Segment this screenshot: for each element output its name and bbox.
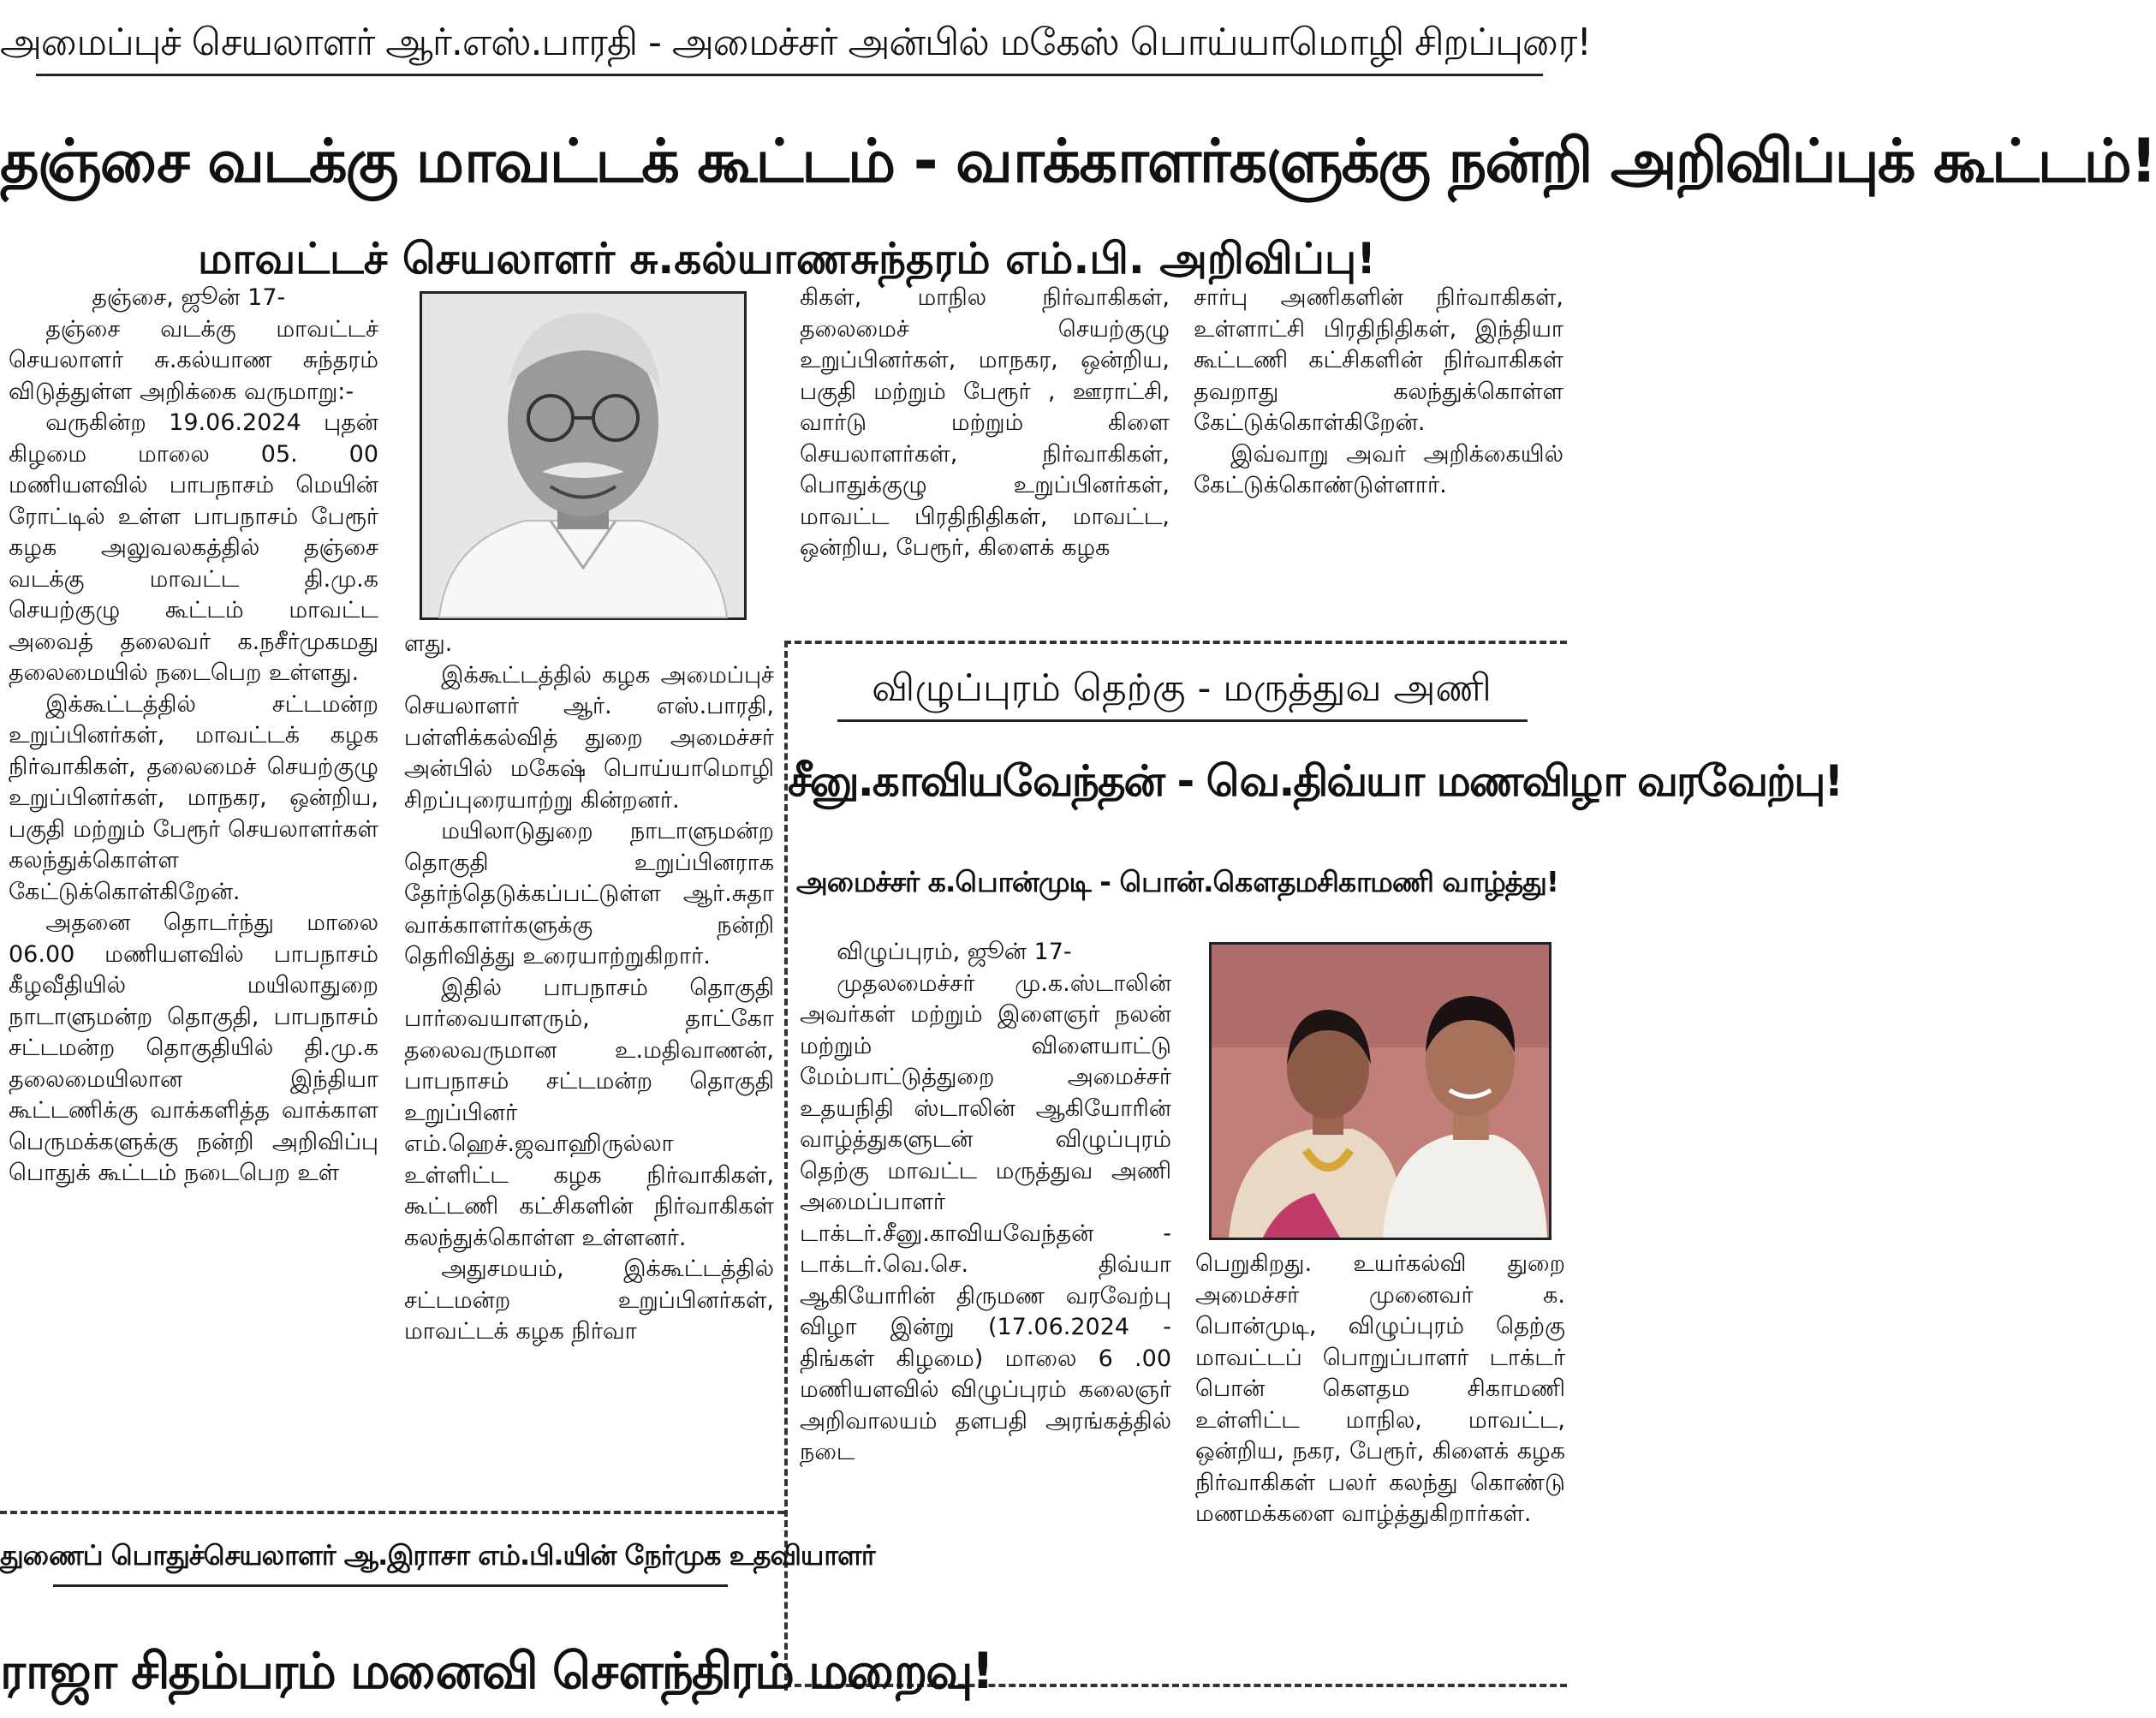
article2-column-2 [1195, 1249, 1565, 1530]
main-headline: தஞ்சை வடக்கு மாவட்டக் கூட்டம் - வாக்காளர்களுக்கு நன்றி அறிவிப்புக் கூட்டம்! [0, 126, 2156, 196]
article1-paragraph: இக்கூட்டத்தில் கழக அமைப்புச் செயலாளர் ஆர். எஸ்.பாரதி, பள்ளிக்கல்வித் துறை அமைச்சர் அன்பில் மகேஷ் பொய்யாமொழி சிறப்புரையாற்று கின்றனர். [404, 661, 774, 814]
article2-kicker-rule [837, 719, 1528, 722]
article2-column-1 [800, 937, 1171, 1469]
divider-article2-top [784, 641, 1567, 644]
article1-column-4 [1194, 283, 1563, 502]
article2-kicker: விழுப்புரம் தெற்கு - மருத்துவ அணி [872, 666, 1492, 710]
article1-column-1 [9, 283, 378, 1190]
top-rule [36, 74, 1543, 76]
article3-kicker-rule [53, 1584, 728, 1587]
article2-paragraph: முதலமைச்சர் மு.க.ஸ்டாலின் அவர்கள் மற்றும் இளைஞர் நலன் மற்றும் விளையாட்டு மேம்பாட்டுத்துறை அமைச்சர் உதயநிதி ஸ்டாலின் ஆகியோரின் வாழ்த்துகளுடன் விழுப்புரம் தெற்கு மாவட்ட மருத்துவ அணி அமைப்பாளர் டாக்டர்.சீனு.காவியவேந்தன் - டாக்டர்.வெ.செ. திவ்யா ஆகியோரின் திருமண வரவேற்பு விழா இன்று (17.06.2024 - திங்கள் கிழமை) மாலை 6 .00 மணியளவில் விழுப்புரம் கலைஞர் அறிவாலயம் தளபதி அரங்கத்தில் நடை [800, 969, 1171, 1465]
article1-paragraph: ளது. [404, 630, 453, 657]
article2-paragraph: பெறுகிறது. உயர்கல்வி துறை அமைச்சர் முனைவர் க. பொன்முடி, விழுப்புரம் தெற்கு மாவட்டப் பொறுப்பாளர் டாக்டர் பொன் கௌதம சிகாமணி உள்ளிட்ட மாநில, மாவட்ட, ஒன்றிய, நகர, பேரூர், கிளைக் கழக நிர்வாகிகள் பலர் கலந்து கொண்டு மணமக்களை வாழ்த்துகிறார்கள். [1195, 1250, 1565, 1527]
article1-paragraph: சார்பு அணிகளின் நிர்வாகிகள், உள்ளாட்சி பிரதிநிதிகள், இந்தியா கூட்டணி கட்சிகளின் நிர்வாகிகள் தவறாது கலந்துக்கொள்ள கேட்டுக்கொள்கிறேன். [1194, 284, 1563, 436]
article1-paragraph: இக்கூட்டத்தில் சட்டமன்ற உறுப்பினர்கள், மாவட்டக் கழக நிர்வாகிகள், தலைமைச் செயற்குழு உறுப்பினர்கள், மாநகர, ஒன்றிய, பகுதி மற்றும் பேரூர் செயலாளர்கள் கலந்துக்கொள்ள கேட்டுக்கொள்கிறேன். [9, 690, 378, 905]
article3-kicker: துணைப் பொதுச்செயலாளர் ஆ.இராசா எம்.பி.யின் நேர்முக உதவியாளர் [0, 1539, 875, 1572]
portrait-photo [420, 291, 747, 620]
article1-column-3 [800, 283, 1170, 564]
article1-paragraph: இவ்வாறு அவர் அறிக்கையில் கேட்டுக்கொண்டுள்ளார். [1194, 440, 1563, 498]
top-strapline: அமைப்புச் செயலாளர் ஆர்.எஸ்.பாரதி - அமைச்சர் அன்பில் மகேஸ் பொய்யாமொழி சிறப்புரை! [0, 21, 1592, 64]
sub-headline: மாவட்டச் செயலாளர் சு.கல்யாணசுந்தரம் எம்.பி. அறிவிப்பு! [197, 234, 1377, 283]
article1-dateline: தஞ்சை, ஜூன் 17- [92, 284, 286, 311]
article1-paragraph: கிகள், மாநில நிர்வாகிகள், தலைமைச் செயற்குழு உறுப்பினர்கள், மாநகர, ஒன்றிய, பகுதி மற்றும் பேரூர் , ஊராட்சி, வார்டு மற்றும் கிளை செயலாளர்கள், நிர்வாகிகள், பொதுக்குழு உறுப்பினர்கள், மாவட்ட பிரதிநிதிகள், மாவட்ட, ஒன்றிய, பேரூர், கிளைக் கழக [800, 284, 1170, 561]
article3-headline: ராஜா சிதம்பரம் மனைவி சௌந்திரம் மறைவு! [0, 1642, 993, 1700]
article1-paragraph: வருகின்ற 19.06.2024 புதன் கிழமை மாலை 05. 00 மணியளவில் பாபநாசம் மெயின் ரோட்டில் உள்ள பாபநாசம் பேரூர் கழக அலுவலகத்தில் தஞ்சை வடக்கு மாவட்ட தி.மு.க செயற்குழு கூட்டம் மாவட்ட அவைத் தலைவர் க.நசீர்முகமது தலைமையில் நடைபெற உள்ளது. [9, 409, 378, 686]
article2-headline: சீனு.காவியவேந்தன் - வெ.திவ்யா மணவிழா வரவேற்பு! [788, 756, 1843, 806]
article1-paragraph: அதுசமயம், இக்கூட்டத்தில் சட்டமன்ற உறுப்பினர்கள், மாவட்டக் கழக நிர்வா [404, 1256, 774, 1345]
couple-illustration [1212, 945, 1549, 1238]
divider-article3-top [0, 1511, 784, 1514]
article2-subheadline: அமைச்சர் க.பொன்முடி - பொன்.கௌதமசிகாமணி வாழ்த்து! [796, 865, 1558, 898]
article1-paragraph: மயிலாடுதுறை நாடாளுமன்ற தொகுதி உறுப்பினராக தேர்ந்தெடுக்கப்பட்டுள்ள ஆர்.சுதா வாக்காளர்களுக்கு நன்றி தெரிவித்து உரையாற்றுகிறார். [404, 818, 774, 969]
article1-paragraph: அதனை தொடர்ந்து மாலை 06.00 மணியளவில் பாபநாசம் கீழவீதியில் மயிலாதுறை நாடாளுமன்ற தொகுதி, பாபநாசம் சட்டமன்ற தொகுதியில் தி.மு.க தலைமையிலான இந்தியா கூட்டணிக்கு வாக்களித்த வாக்காள பெருமக்களுக்கு நன்றி அறிவிப்பு பொதுக் கூட்டம் நடைபெற உள் [9, 910, 378, 1186]
article1-paragraph: தஞ்சை வடக்கு மாவட்டச் செயலாளர் சு.கல்யாண சுந்தரம் விடுத்துள்ள அறிக்கை வருமாறு:- [9, 315, 378, 405]
couple-photo [1209, 942, 1551, 1240]
article2-dateline: விழுப்புரம், ஜூன் 17- [837, 939, 1072, 965]
portrait-illustration [422, 294, 744, 617]
article1-paragraph: இதில் பாபநாசம் தொகுதி பார்வையாளரும், தாட்கோ தலைவருமான உ.மதிவாணன், பாபநாசம் சட்டமன்ற தொகுதி உறுப்பினர் எம்.ஹெச்.ஜவாஹிருல்லா உள்ளிட்ட கழக நிர்வாகிகள், கூட்டணி கட்சிகளின் நிர்வாகிகள் கலந்துக்கொள்ள உள்ளனர். [404, 974, 774, 1251]
article1-column-2 [404, 629, 774, 1348]
